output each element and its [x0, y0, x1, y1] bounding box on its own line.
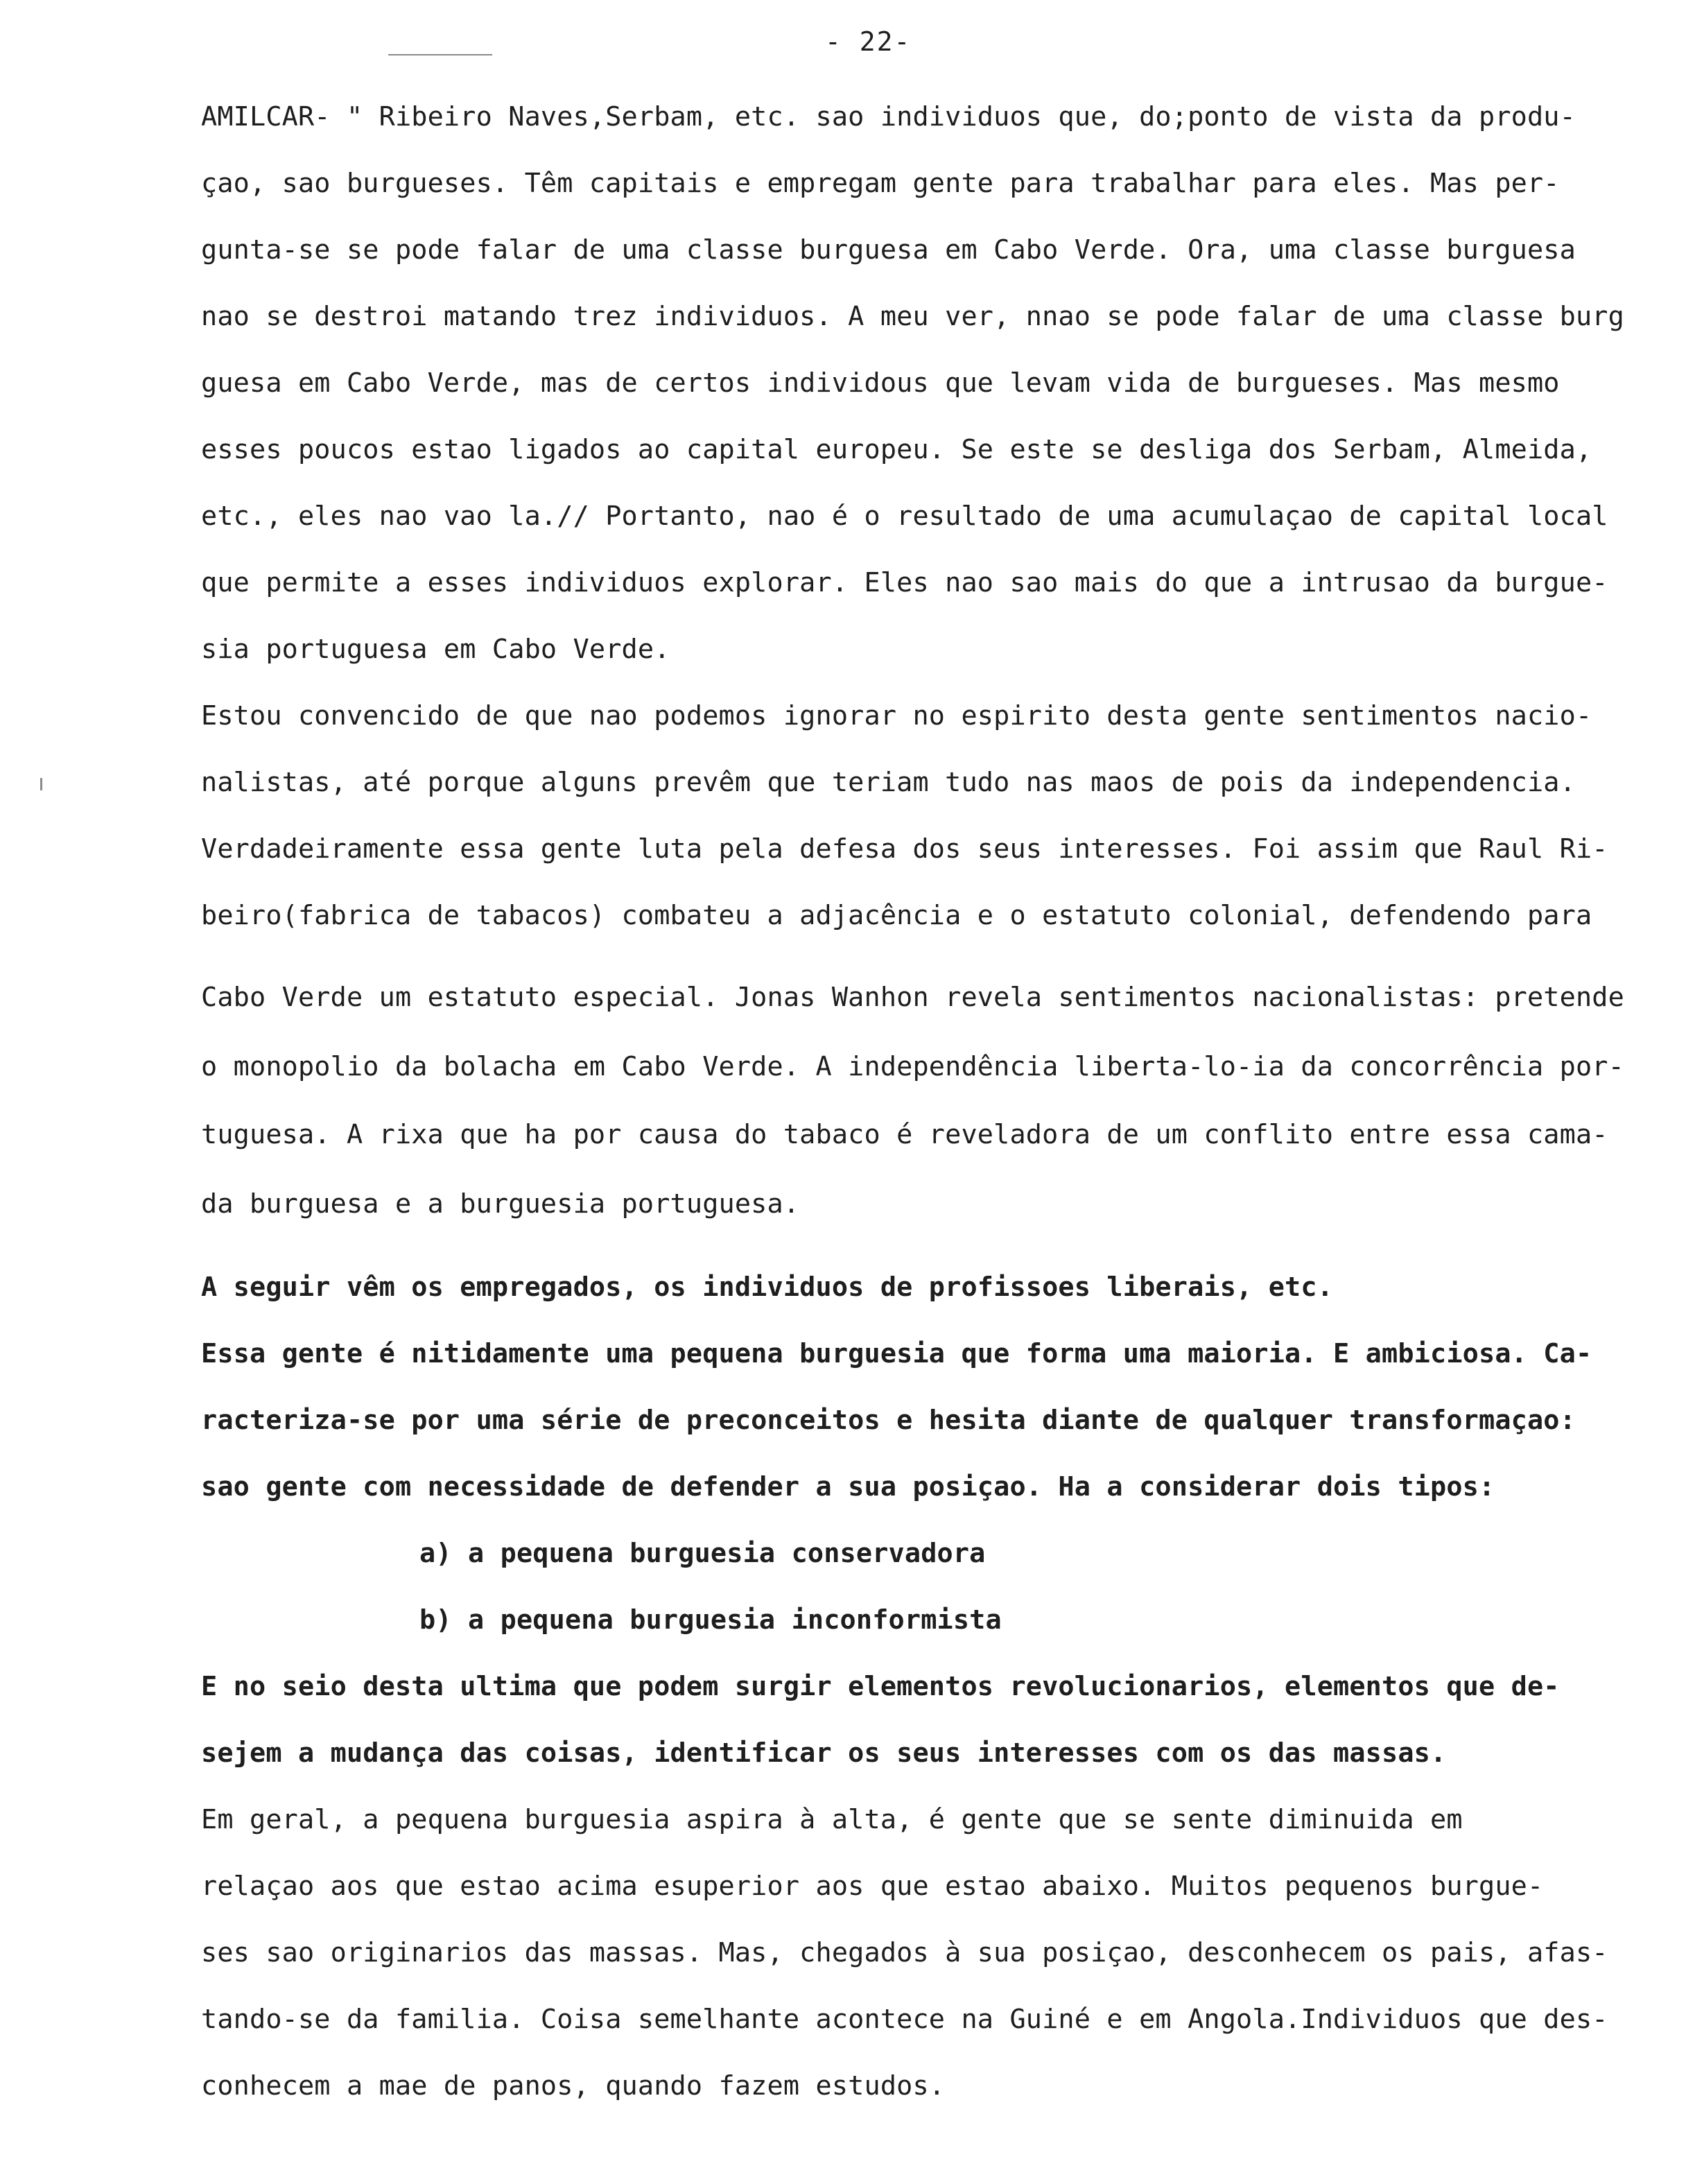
- text-line: racteriza-se por uma série de preconceitos e hesita diante de qualquer transformaçao:: [201, 1405, 1576, 1436]
- text-line: guesa em Cabo Verde, mas de certos individous que levam vida de burgueses. Mas mesmo: [201, 367, 1560, 399]
- text-line: tuguesa. A rixa que ha por causa do tabaco é reveladora de um conflito entre essa cama-: [201, 1119, 1608, 1150]
- text-line: sia portuguesa em Cabo Verde.: [201, 634, 670, 665]
- page-number: - 22-: [825, 26, 912, 57]
- text-line: relaçao aos que estao acima esuperior aos que estao abaixo. Muitos pequenos burgue-: [201, 1871, 1544, 1902]
- text-line: Em geral, a pequena burguesia aspira à alta, é gente que se sente diminuida em: [201, 1804, 1463, 1835]
- text-line: tando-se da familia. Coisa semelhante acontece na Guiné e em Angola.Individuos que des-: [201, 2004, 1608, 2035]
- scan-mark: [40, 778, 42, 790]
- text-line: beiro(fabrica de tabacos) combateu a adjacência e o estatuto colonial, defendendo para: [201, 900, 1592, 931]
- text-line: esses poucos estao ligados ao capital europeu. Se este se desliga dos Serbam, Almeida,: [201, 434, 1592, 465]
- list-item: b) a pequena burguesia inconformista: [419, 1604, 1002, 1636]
- text-line: nao se destroi matando trez individuos. A meu ver, nnao se pode falar de uma classe burg: [201, 301, 1624, 332]
- text-line: que permite a esses individuos explorar. Eles nao sao mais do que a intrusao da burgue-: [201, 567, 1608, 598]
- text-line: Cabo Verde um estatuto especial. Jonas Wanhon revela sentimentos nacionalistas: pretende: [201, 982, 1624, 1013]
- text-line: AMILCAR- " Ribeiro Naves,Serbam, etc. sao individuos que, do;ponto de vista da produ-: [201, 101, 1576, 132]
- text-line: sejem a mudança das coisas, identificar os seus interesses com os das massas.: [201, 1737, 1447, 1769]
- text-line: da burguesa e a burguesia portuguesa.: [201, 1188, 800, 1220]
- text-line: sao gente com necessidade de defender a sua posiçao. Ha a considerar dois tipos:: [201, 1471, 1495, 1502]
- text-line: etc., eles nao vao la.// Portanto, nao é o resultado de uma acumulaçao de capital local: [201, 501, 1608, 532]
- text-line: nalistas, até porque alguns prevêm que teriam tudo nas maos de pois da independencia.: [201, 767, 1576, 798]
- scan-mark: [388, 54, 492, 55]
- text-line: Essa gente é nitidamente uma pequena burguesia que forma uma maioria. E ambiciosa. Ca-: [201, 1338, 1592, 1369]
- text-line: gunta-se se pode falar de uma classe burguesa em Cabo Verde. Ora, uma classe burguesa: [201, 234, 1576, 266]
- text-line: o monopolio da bolacha em Cabo Verde. A independência liberta-lo-ia da concorrência por-: [201, 1051, 1624, 1082]
- text-line: ses sao originarios das massas. Mas, chegados à sua posiçao, desconhecem os pais, afas-: [201, 1937, 1608, 1968]
- text-line: çao, sao burgueses. Têm capitais e empregam gente para trabalhar para eles. Mas per-: [201, 168, 1560, 199]
- list-item: a) a pequena burguesia conservadora: [419, 1538, 986, 1569]
- text-line: Verdadeiramente essa gente luta pela defesa dos seus interesses. Foi assim que Raul Ri-: [201, 833, 1608, 865]
- text-line: Estou convencido de que nao podemos ignorar no espirito desta gente sentimentos nacio-: [201, 700, 1592, 731]
- text-line: A seguir vêm os empregados, os individuos de profissoes liberais, etc.: [201, 1272, 1334, 1303]
- text-line: conhecem a mae de panos, quando fazem estudos.: [201, 2070, 946, 2101]
- text-line: E no seio desta ultima que podem surgir elementos revolucionarios, elementos que de-: [201, 1671, 1560, 1702]
